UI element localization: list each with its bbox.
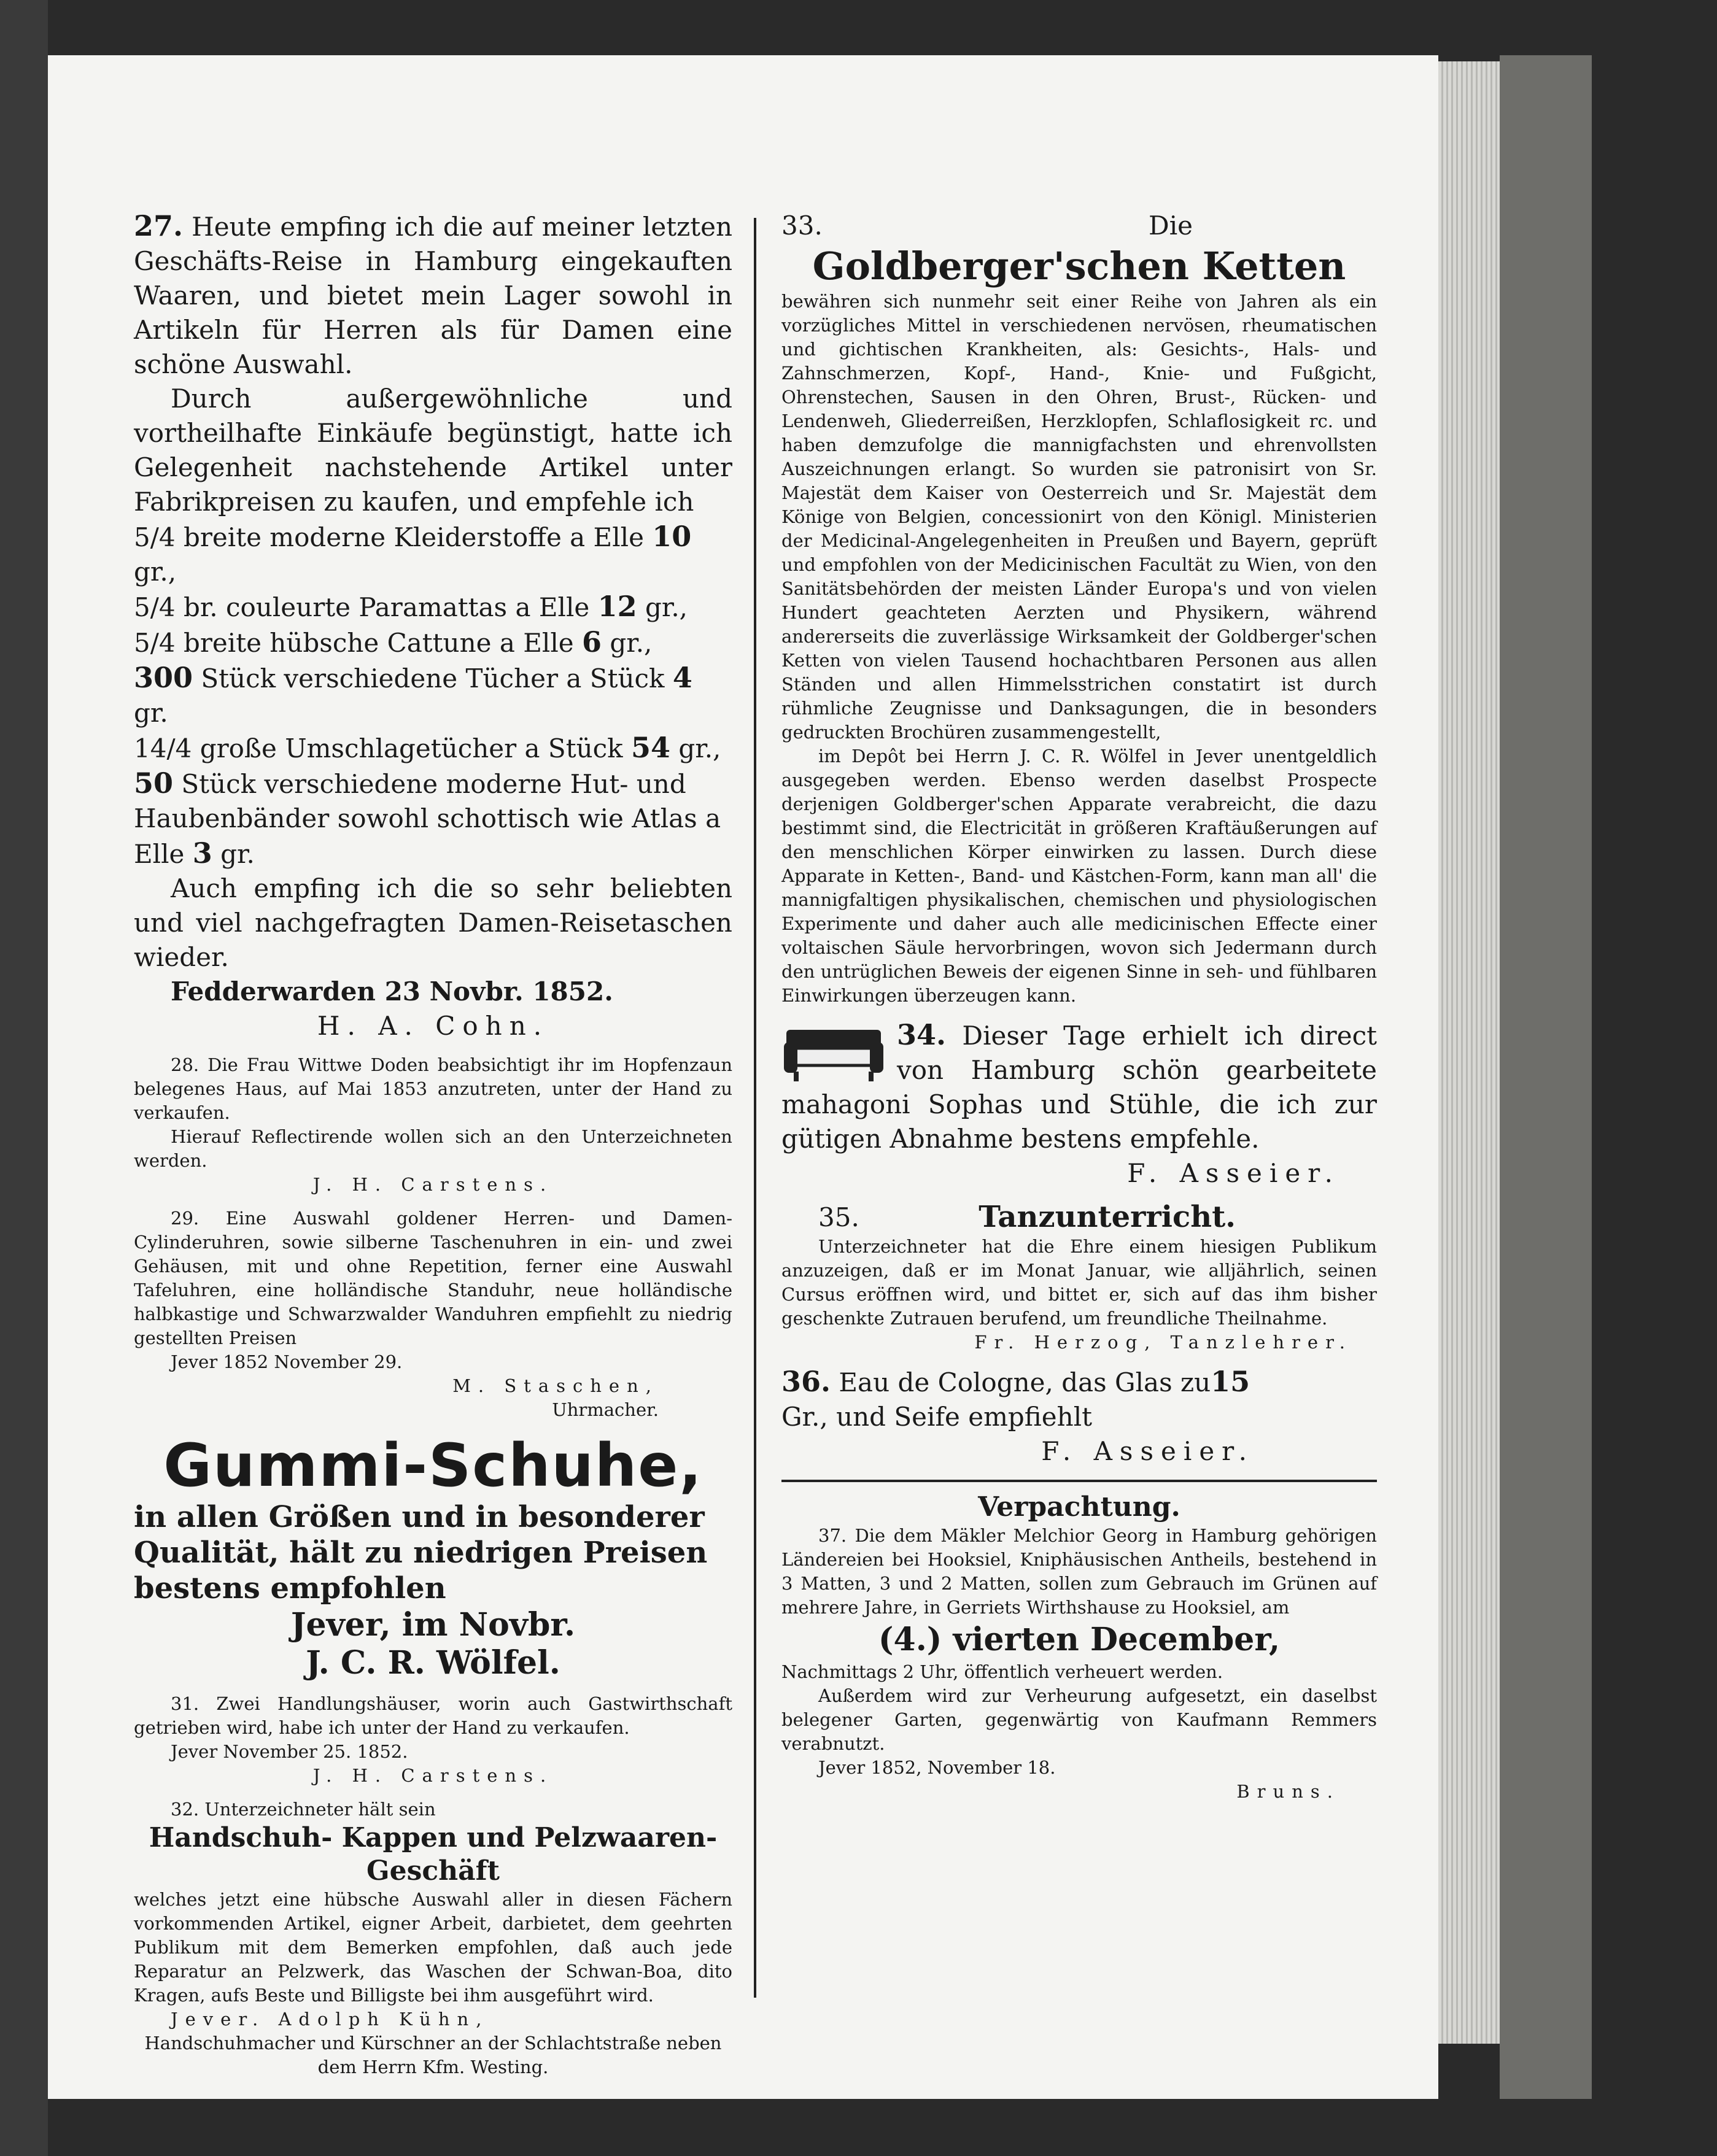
advert-text: Durch außergewöhnliche und vortheilhafte Einkäufe begünstigt, hatte ich Gelegenheit nachstehende Artikel unter Fabrikpreisen zu kaufen, und empfehle ich (134, 384, 732, 517)
item-text: breite moderne Kleiderstoffe a Elle (183, 522, 644, 552)
book-page-edges (1438, 61, 1500, 2044)
advert-intro: 32. Unterzeichneter hält sein (171, 1799, 436, 1820)
advert-text: Eau de Cologne, das Glas zu (839, 1367, 1211, 1397)
advert-date: Jever 1852, November 18. (818, 1757, 1056, 1778)
advert-title: Gummi-Schuhe, (163, 1431, 703, 1500)
advert-31 (134, 1692, 732, 1788)
item-price: 10 (652, 520, 692, 553)
item-unit: gr., (645, 592, 688, 622)
price-item (134, 625, 732, 660)
price-item (134, 589, 732, 625)
item-qty: 5/4 (134, 628, 176, 658)
advert-35 (781, 1200, 1377, 1354)
item-unit: gr., (610, 628, 653, 658)
advert-date: Fedderwarden 23 Novbr. 1852. (171, 976, 613, 1007)
advert-32 (134, 1798, 732, 2079)
advert-number: 34. (897, 1018, 947, 1051)
item-qty: 300 (134, 661, 193, 694)
price-item (134, 766, 732, 871)
advert-price: 15 (1211, 1365, 1250, 1398)
advert-signature: J. C. R. Wölfel. (306, 1644, 560, 1682)
advert-signature: Jever. Adolph Kühn, (171, 2009, 489, 2030)
advert-number: 36. (781, 1365, 831, 1398)
advert-text: in allen Größen und in besonderer Qualität, hält zu niedrigen Preisen bestens empfohlen (134, 1500, 708, 1605)
advert-number: 27. (134, 209, 184, 242)
right-column (781, 209, 1377, 1804)
advert-number: 35. (818, 1202, 859, 1232)
advert-date-title: (4.) vierten December, (878, 1621, 1281, 1658)
advert-37 (781, 1491, 1377, 1804)
advert-text: Heute empfing ich die auf meiner letzten Geschäfts-Reise in Hamburg eingekauften Waaren, und bietet mein Lager sowohl in Artikeln für Herren als für Damen eine schöne Auswahl. (134, 212, 732, 379)
item-qty: 14/4 (134, 733, 192, 763)
item-text: breite hübsche Cattune a Elle (183, 628, 574, 658)
item-unit: gr., (134, 557, 177, 587)
newspaper-page (48, 55, 1438, 2099)
price-item (134, 519, 732, 589)
advert-text: Nachmittags 2 Uhr, öffentlich verheuert werden. (781, 1661, 1223, 1682)
item-unit: gr. (220, 839, 255, 869)
advert-date: Jever 1852 November 29. (171, 1351, 403, 1372)
left-column (134, 209, 732, 2079)
price-item (134, 660, 732, 730)
price-item (134, 730, 732, 766)
advert-signature: Fr. Herzog, Tanzlehrer. (974, 1332, 1352, 1353)
advert-number: 33. (781, 211, 823, 241)
advert-role: Handschuhmacher und Kürschner an der Schlachtstraße neben dem Herrn Kfm. Westing. (144, 2033, 722, 2077)
advert-signature: J. H. Carstens. (312, 1765, 554, 1786)
advert-text: Außerdem wird zur Verheurung aufgesetzt, ein daselbst belegener Garten, gegenwärtig von Kaufmann Remmers verabnutzt. (781, 1685, 1377, 1754)
advert-place: Jever, im Novbr. (290, 1606, 576, 1644)
advert-text: welches jetzt eine hübsche Auswahl aller in diesen Fächern vorkommenden Artikel, eigner Arbeit, darbietet, dem geehrten Publikum mit dem Bemerken empfohlen, daß auch jede Reparatur an Pelzwerk, das Waschen der Schwan-Boa, dito Kragen, aufs Beste und Billigste bei ihm ausgeführt wird. (134, 1889, 732, 2006)
advert-header (781, 1200, 1377, 1235)
item-unit: gr. (134, 698, 168, 728)
advert-signature: H. A. Cohn. (317, 1011, 549, 1041)
advert-text: im Depôt bei Herrn J. C. R. Wölfel in Jever unentgeldlich ausgegeben werden. Ebenso werden daselbst Prospecte derjenigen Goldberger'schen Apparate verabreicht, die dazu bestimmt sind, die Electricität in größeren Kraftäußerungen auf den menschlichen Körper einwirken zu lassen. Durch diese Apparate in Ketten-, Band- und Kästchen-Form, kann man all' die mannigfaltigen physikalischen, chemischen und physiologischen Experimente und daher auch alle medicinischen Effecte einer voltaischen Säule hervorbringen, wovon sich Jedermann durch den untrüglichen Beweis der eigenen Sinne in seh- und fühlbaren Einwirkungen überzeugen kann. (781, 746, 1377, 1006)
advert-text: Gr., und Seife empfiehlt (781, 1402, 1093, 1432)
section-rule (781, 1480, 1377, 1482)
item-price: 4 (672, 661, 692, 694)
advert-kicker: Die (1149, 211, 1193, 241)
item-text: große Umschlagetücher a Stück (200, 733, 623, 763)
advert-text: Dieser Tage erhielt ich direct von Hamburg schön gearbeitete mahagoni Sophas und Stühle, die ich zur gütigen Abnahme bestens empfehle. (781, 1021, 1378, 1154)
advert-text: 28. Die Frau Wittwe Doden beabsichtigt ihr im Hopfenzaun belegenes Haus, auf Mai 1853 anzutreten, unter der Hand zu verkaufen. (134, 1054, 732, 1123)
item-text: Stück verschiedene moderne Hut- und Haubenbänder sowohl schottisch wie Atlas a Elle (134, 769, 721, 869)
advert-text: 37. Die dem Mäkler Melchior Georg in Hamburg gehörigen Ländereien bei Hooksiel, Kniphäusischen Antheils, bestehend in 3 Matten, 3 und 2 Matten, sollen zum Gebrauch im Grünen auf mehrere Jahre, in Gerriets Wirthshause zu Hooksiel, am (781, 1525, 1377, 1618)
advert-title: Goldberger'schen Ketten (812, 244, 1346, 288)
advert-title: Verpachtung. (978, 1491, 1180, 1523)
advert-title: Handschuh- Kappen und Pelzwaaren-Geschäft (149, 1822, 718, 1887)
advert-signature: F. Asseier. (1041, 1436, 1254, 1466)
item-qty: 50 (134, 767, 174, 800)
item-text: Stück verschiedene Tücher a Stück (201, 663, 665, 694)
advert-28 (134, 1053, 732, 1197)
item-unit: gr., (678, 733, 721, 763)
advert-signature: J. H. Carstens. (312, 1174, 554, 1195)
column-divider (754, 218, 756, 1998)
price-list (134, 519, 732, 871)
advert-role: Uhrmacher. (552, 1399, 659, 1420)
advert-text: Unterzeichneter hat die Ehre einem hiesigen Publikum anzuzeigen, daß er im Monat Januar, wie alljährlich, seinen Cursus eröffnen wird, und bittet er, sich auf das ihm bisher geschenkte Zutrauen berufend, um freundliche Theilnahme. (781, 1236, 1377, 1329)
advert-27 (134, 209, 732, 1043)
advert-29 (134, 1207, 732, 1422)
advert-signature: Bruns. (1236, 1781, 1340, 1802)
advert-signature: F. Asseier. (1127, 1158, 1340, 1188)
sofa-icon (781, 1018, 886, 1085)
advert-text: Hierauf Reflectirende wollen sich an den Unterzeichneten werden. (134, 1126, 732, 1171)
item-qty: 5/4 (134, 522, 176, 552)
advert-title: Tanzunterricht. (979, 1200, 1236, 1234)
advert-text: 29. Eine Auswahl goldener Herren- und Damen-Cylinderuhren, sowie silberne Taschenuhren in ein- und zwei Gehäusen, mit und ohne Repetition, ferner eine Auswahl Tafeluhren, eine holländische Standuhr, neue holländische halbkastige und Schwarzwalder Wanduhren empfiehlt zu niedrig gestellten Preisen (134, 1208, 732, 1348)
advert-signature: M. Staschen, (452, 1375, 659, 1396)
advert-text: bewähren sich nunmehr seit einer Reihe von Jahren als ein vorzügliches Mittel in verschiedenen nervösen, rheumatischen und gichtischen Krankheiten, als: Gesichts-, Hals- und Zahnschmerzen, Kopf-, Hand-, Knie- und Fußgicht, Ohrenstechen, Sausen in den Ohren, Brust-, Rücken- und Lendenweh, Gliederreißen, Herzklopfen, Schlaflosigkeit rc. und haben demzufolge die mannigfachsten und ehrenvollsten Auszeichnungen erlangt. So wurden sie patronisirt von Sr. Majestät dem Kaiser von Oesterreich und Sr. Majestät dem Könige von Belgien, concessionirt von den Königl. Ministerien der Medicinal-Angelegenheiten in Preußen und Bayern, geprüft und empfohlen von der Medicinischen Facultät zu Wien, von den Sanitätsbehörden der meisten Länder Europa's und von vielen Hundert geachteten Aerzten und Physikern, während andererseits die zuverlässige Wirksamkeit der Goldberger'schen Ketten von vielen Tausend hochachtbaren Personen aus allen Ständen und allen Himmelsstrichen constatirt ist durch rühmliche Zeugnisse und Danksagungen, die in besonders gedruckten Brochüren zusammengestellt, (781, 291, 1377, 743)
book-gutter (0, 0, 48, 2156)
advert-33 (781, 209, 1377, 1008)
item-price: 6 (581, 625, 602, 659)
item-text: br. couleurte Paramattas a Elle (183, 592, 590, 622)
item-qty: 5/4 (134, 592, 176, 622)
advert-text: 31. Zwei Handlungshäuser, worin auch Gastwirthschaft getrieben wird, habe ich unter der Hand zu verkaufen. (134, 1693, 732, 1738)
advert-34 (781, 1018, 1377, 1191)
item-price: 3 (192, 837, 212, 870)
advert-date: Jever November 25. 1852. (171, 1741, 408, 1762)
item-price: 12 (597, 590, 637, 623)
advert-text: Auch empfing ich die so sehr beliebten und viel nachgefragten Damen-Reisetaschen wieder. (134, 873, 732, 972)
advert-30 (134, 1432, 732, 1682)
advert-36 (781, 1364, 1377, 1469)
book-cover-edge (1500, 55, 1592, 2099)
item-price: 54 (630, 731, 670, 764)
advert-header (781, 209, 1377, 243)
